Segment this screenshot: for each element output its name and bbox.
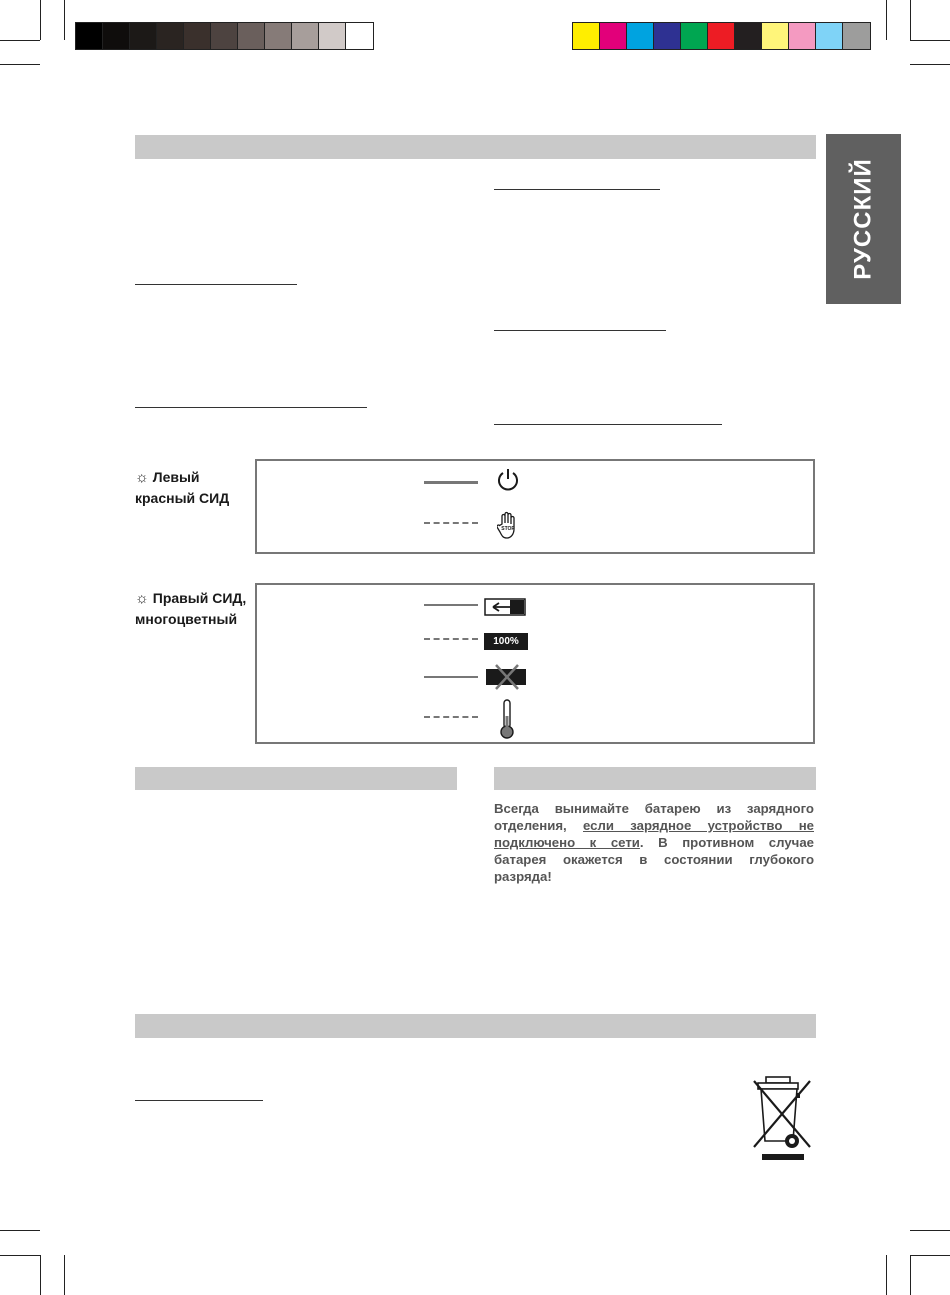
heading-rule bbox=[494, 424, 722, 425]
left-led-label: ☼ Левый красный СИД bbox=[135, 469, 230, 506]
color-swatch bbox=[654, 23, 681, 49]
dashed-line-indicator bbox=[424, 522, 478, 524]
color-swatch bbox=[600, 23, 627, 49]
heading-rule bbox=[135, 284, 297, 285]
svg-text:STOP: STOP bbox=[501, 526, 515, 532]
crossed-bin-icon bbox=[752, 1075, 816, 1168]
color-swatch bbox=[238, 23, 265, 49]
charging-battery-icon bbox=[484, 598, 530, 621]
dashed-line-indicator bbox=[424, 638, 478, 640]
color-swatch bbox=[76, 23, 103, 49]
left-led-box bbox=[255, 459, 815, 554]
battery-error-icon bbox=[484, 663, 530, 696]
color-swatch bbox=[681, 23, 708, 49]
right-led-label: ☼ Правый СИД, многоцветный bbox=[135, 590, 247, 627]
thermometer-icon bbox=[498, 698, 516, 745]
solid-line-indicator bbox=[424, 481, 478, 484]
color-swatch bbox=[708, 23, 735, 49]
color-swatch bbox=[130, 23, 157, 49]
color-swatch bbox=[843, 23, 870, 49]
color-swatch bbox=[211, 23, 238, 49]
section-header-bar bbox=[135, 135, 816, 159]
power-icon bbox=[496, 467, 520, 498]
color-swatch bbox=[735, 23, 762, 49]
solid-line-indicator bbox=[424, 604, 478, 606]
stop-hand-icon bbox=[497, 510, 519, 545]
color-swatch bbox=[627, 23, 654, 49]
led-sun-icon: ☼ bbox=[135, 590, 149, 607]
heading-rule bbox=[494, 189, 660, 190]
color-swatch bbox=[265, 23, 292, 49]
heading-rule bbox=[135, 407, 367, 408]
color-swatch bbox=[184, 23, 211, 49]
heading-rule bbox=[494, 330, 666, 331]
color-swatch bbox=[762, 23, 789, 49]
color-swatch bbox=[816, 23, 843, 49]
language-tab-label: РУССКИЙ bbox=[849, 158, 877, 280]
section-header-bar bbox=[494, 767, 816, 790]
color-swatch bbox=[789, 23, 816, 49]
grayscale-bar bbox=[75, 22, 374, 50]
full-battery-text: 100% bbox=[493, 636, 519, 647]
led-sun-icon: ☼ bbox=[135, 469, 149, 486]
color-swatch bbox=[346, 23, 373, 49]
full-battery-icon bbox=[484, 633, 528, 650]
color-swatch bbox=[573, 23, 600, 49]
dashed-line-indicator bbox=[424, 716, 478, 718]
right-led-box bbox=[255, 583, 815, 744]
color-swatch bbox=[292, 23, 319, 49]
heading-rule bbox=[135, 1100, 263, 1101]
solid-line-indicator bbox=[424, 676, 478, 678]
cmyk-color-bar bbox=[572, 22, 871, 50]
color-swatch bbox=[319, 23, 346, 49]
section-header-bar bbox=[135, 767, 457, 790]
section-header-bar bbox=[135, 1014, 816, 1038]
battery-warning-note: Всегда вынимайте батарею из зарядного отделения, если зарядное устройство не подключено к сети. В противном случае батарея окажется в состоянии глубокого разряда! bbox=[494, 801, 814, 884]
color-swatch bbox=[103, 23, 130, 49]
color-swatch bbox=[157, 23, 184, 49]
